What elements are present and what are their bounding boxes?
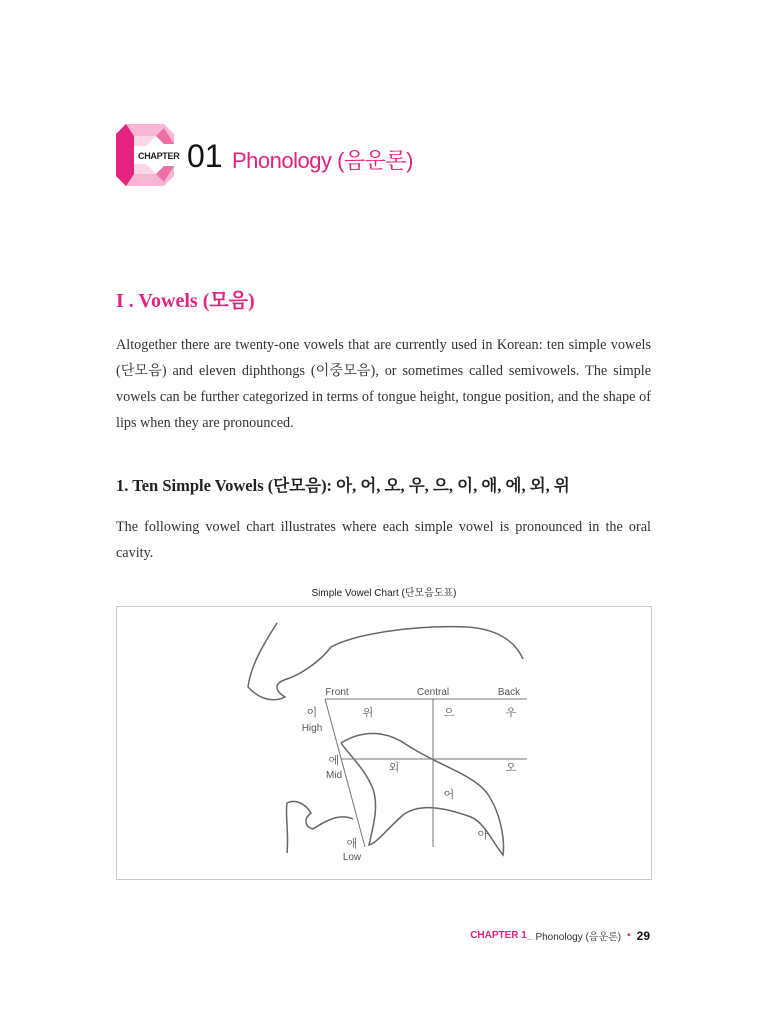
footer-separator: • [627, 930, 631, 941]
footer-chapter-label: CHAPTER 1_ [470, 930, 533, 941]
column-label-back: Back [497, 687, 521, 698]
chapter-label: CHAPTER [138, 151, 180, 161]
figure-caption: Simple Vowel Chart (단모음도표) [311, 588, 457, 599]
vowel-eo: 어 [443, 789, 455, 801]
vowel-chart-svg [117, 607, 651, 879]
chapter-title: Phonology (음운론) [232, 148, 413, 173]
chapter-header [116, 124, 516, 188]
vowel-i: 이 [306, 707, 318, 719]
footer-chapter-title: Phonology (음운론) [535, 932, 622, 943]
intro-paragraph: Altogether there are twenty-one vowels that are currently used in Korean: ten simple vowels (단모음) and eleven diphthongs (이중모음), or sometimes called semivowels. The simple vowels can be further categorized in terms of tongue height, tongue position, and the shape of lips when they are pronounced. [116, 337, 651, 431]
vowel-e: 에 [328, 755, 340, 767]
subsection-heading: 1. Ten Simple Vowels (단모음): 아, 어, 오, 우, 으, 이, 애, 에, 외, 위 [116, 476, 570, 495]
jaw-outline [286, 801, 353, 853]
height-label-high: High [301, 723, 323, 734]
palate-outline [248, 623, 523, 700]
vowel-a: 아 [477, 829, 489, 841]
vowel-u: 우 [505, 707, 517, 719]
section-heading: I . Vowels (모음) [116, 290, 255, 312]
vowel-chart-figure [116, 606, 652, 880]
height-label-low: Low [342, 852, 362, 863]
column-label-central: Central [416, 687, 450, 698]
height-label-mid: Mid [325, 770, 343, 781]
chart-intro-paragraph: The following vowel chart illustrates where each simple vowel is pronounced in the oral cavity. [116, 519, 651, 561]
vowel-o: 오 [505, 762, 517, 774]
vowel-ae: 애 [346, 838, 358, 850]
chapter-number: 01 [187, 138, 223, 174]
column-label-front: Front [325, 687, 349, 698]
vowel-wi: 위 [362, 707, 374, 719]
vowel-eu: 으 [443, 707, 455, 719]
page-footer [470, 928, 650, 943]
page-number: 29 [636, 928, 650, 943]
vowel-oe: 외 [388, 762, 400, 774]
